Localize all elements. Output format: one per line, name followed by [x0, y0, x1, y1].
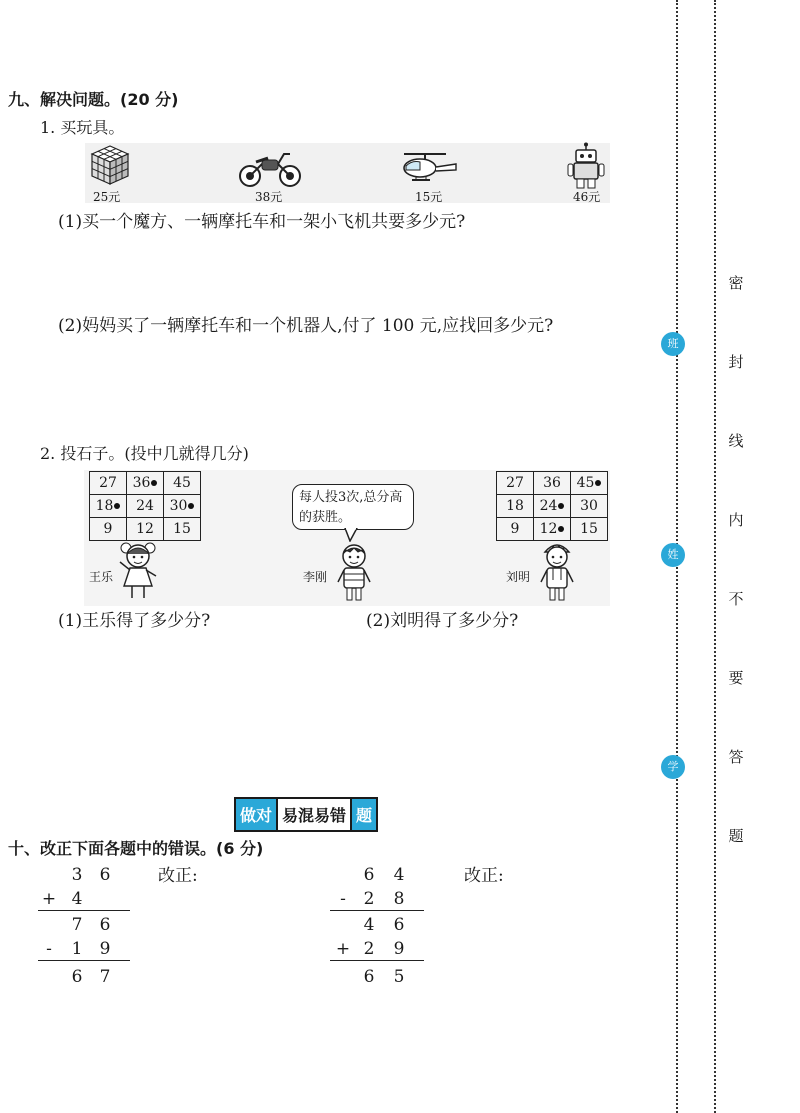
- score-grid-liu-ming: [496, 471, 608, 541]
- grid-cell: 36: [127, 472, 164, 495]
- grid-cell: 18: [90, 495, 127, 518]
- digit: 6: [363, 967, 375, 987]
- toy-strip: [85, 143, 610, 203]
- stone-dot: [558, 503, 564, 509]
- stone-dot: [151, 480, 157, 486]
- digit: 6: [99, 915, 111, 935]
- stone-dot: [114, 503, 120, 509]
- robot-icon: [566, 142, 606, 190]
- digit: 4: [393, 865, 405, 885]
- name-label: 王乐: [89, 570, 114, 584]
- margin-char: 不: [728, 590, 744, 608]
- stone-dot: [558, 526, 564, 532]
- question-1-title: 1. 买玩具。: [40, 118, 125, 137]
- digit: 6: [393, 915, 405, 935]
- margin-char: 封: [728, 353, 744, 371]
- operator: -: [340, 889, 346, 909]
- digit: 6: [363, 865, 375, 885]
- sum-line: [330, 910, 424, 911]
- sum-line: [330, 960, 424, 961]
- grid-cell: 15: [164, 518, 201, 541]
- speech-bubble-tail: [344, 528, 360, 542]
- margin-tab-id: 学: [661, 755, 685, 779]
- grid-cell: 12: [127, 518, 164, 541]
- boy-liu-ming-icon: [539, 540, 575, 604]
- binding-line-outer: [714, 0, 716, 1113]
- error-prone-banner: [234, 800, 378, 828]
- rubiks-cube-icon: [88, 142, 132, 188]
- banner-part-3: 题: [352, 797, 378, 832]
- margin-char: 要: [728, 669, 744, 687]
- margin-tab-name: 姓: [661, 543, 685, 567]
- toy-price: 25元: [93, 190, 121, 204]
- digit: 7: [71, 915, 83, 935]
- margin-char: 题: [728, 827, 744, 845]
- question-2-sub-1: (1)王乐得了多少分?: [58, 611, 211, 631]
- grid-cell: 45: [164, 472, 201, 495]
- margin-char: 线: [728, 432, 744, 450]
- grid-cell: 27: [90, 472, 127, 495]
- digit: 2: [363, 889, 375, 909]
- sum-line: [38, 960, 130, 961]
- digit: 8: [393, 889, 405, 909]
- toy-price: 46元: [573, 190, 601, 204]
- digit: 4: [71, 889, 83, 909]
- section-9-title: 九、解决问题。(20 分): [8, 90, 179, 109]
- question-1-sub-2: (2)妈妈买了一辆摩托车和一个机器人,付了 100 元,应找回多少元?: [58, 316, 554, 336]
- correction-label: 改正:: [464, 866, 504, 886]
- grid-cell: 24: [127, 495, 164, 518]
- section-10-title: 十、改正下面各题中的错误。(6 分): [8, 839, 264, 858]
- operator: +: [335, 939, 351, 959]
- banner-part-2: 易混易错: [278, 797, 352, 832]
- speech-bubble: 每人投3次,总分高的获胜。: [292, 484, 414, 530]
- digit: 4: [363, 915, 375, 935]
- question-2-title: 2. 投石子。(投中几就得几分): [40, 444, 249, 463]
- banner-part-1: 做对: [234, 797, 278, 832]
- girl-wang-le-icon: [118, 540, 158, 602]
- grid-cell: 12: [534, 518, 571, 541]
- grid-cell: 24: [534, 495, 571, 518]
- digit: 9: [99, 939, 111, 959]
- digit: 2: [363, 939, 375, 959]
- grid-cell: 30: [164, 495, 201, 518]
- sum-line: [38, 910, 130, 911]
- grid-cell: 9: [497, 518, 534, 541]
- digit: 6: [71, 967, 83, 987]
- name-label: 刘明: [506, 570, 531, 584]
- question-2-sub-2: (2)刘明得了多少分?: [366, 611, 519, 631]
- motorcycle-icon: [238, 146, 302, 188]
- margin-char: 内: [728, 511, 744, 529]
- digit: 7: [99, 967, 111, 987]
- stone-dot: [188, 503, 194, 509]
- grid-cell: 27: [497, 472, 534, 495]
- digit: 9: [393, 939, 405, 959]
- digit: 3: [71, 865, 83, 885]
- helicopter-icon: [398, 150, 460, 186]
- correction-label: 改正:: [158, 866, 198, 886]
- boy-li-gang-icon: [336, 542, 372, 604]
- digit: 6: [99, 865, 111, 885]
- grid-cell: 9: [90, 518, 127, 541]
- margin-char: 答: [728, 748, 744, 766]
- margin-char: 密: [728, 274, 744, 292]
- digit: 1: [71, 939, 83, 959]
- stone-dot: [595, 480, 601, 486]
- grid-cell: 36: [534, 472, 571, 495]
- toy-price: 15元: [415, 190, 443, 204]
- grid-cell: 18: [497, 495, 534, 518]
- toy-price: 38元: [255, 190, 283, 204]
- operator: -: [46, 939, 52, 959]
- score-grid-wang-le: [89, 471, 201, 541]
- operator: +: [41, 889, 57, 909]
- grid-cell: 30: [571, 495, 608, 518]
- grid-cell: 15: [571, 518, 608, 541]
- digit: 5: [393, 967, 405, 987]
- margin-tab-class: 班: [661, 332, 685, 356]
- question-1-sub-1: (1)买一个魔方、一辆摩托车和一架小飞机共要多少元?: [58, 212, 466, 232]
- grid-cell: 45: [571, 472, 608, 495]
- name-label: 李刚: [303, 570, 328, 584]
